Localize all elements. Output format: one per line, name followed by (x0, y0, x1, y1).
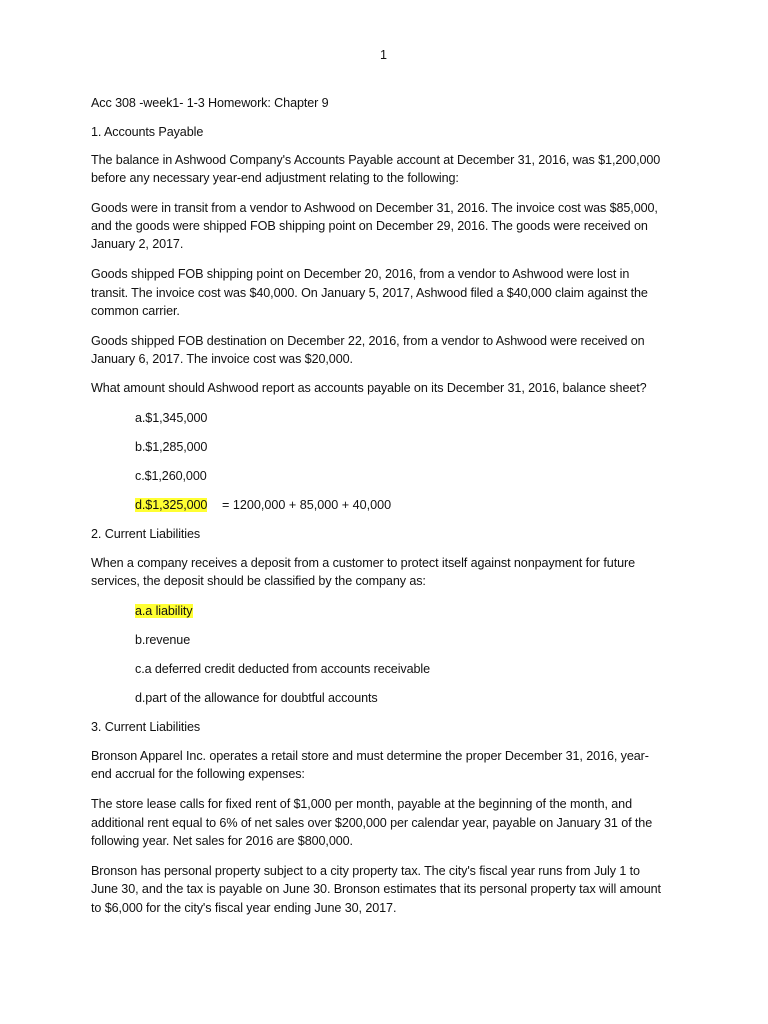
page-number: 1 (380, 48, 388, 62)
q3-p2-line2: additional rent equal to 6% of net sales over $200,000 per calendar year, payable on January 31 of the (91, 816, 653, 830)
q1-p3-line1: Goods shipped FOB shipping point on December 20, 2016, from a vendor to Ashwood were lost in (91, 267, 630, 281)
q1-option-c: c.$1,260,000 (135, 469, 207, 483)
q2-p1-line1: When a company receives a deposit from a customer to protect itself against nonpayment for future (91, 556, 636, 570)
q1-p4-line1: Goods shipped FOB destination on December 22, 2016, from a vendor to Ashwood were received on (91, 334, 645, 348)
q1-option-d-highlighted-answer: d.$1,325,000 (135, 498, 208, 512)
q2-p1-line2: services, the deposit should be classified by the company as: (91, 574, 426, 588)
q1-p1-line2: before any necessary year-end adjustment relating to the following: (91, 171, 459, 185)
q1-p4-line2: January 6, 2017. The invoice cost was $20,000. (91, 352, 353, 366)
q2-option-a-highlighted-answer: a.a liability (135, 604, 193, 618)
q3-p2-line1: The store lease calls for fixed rent of $1,000 per month, payable at the beginning of the month, and (91, 797, 632, 811)
q3-p1-line2: end accrual for the following expenses: (91, 767, 305, 781)
document-title: Acc 308 -week1- 1-3 Homework: Chapter 9 (91, 96, 329, 110)
q1-p1-line1: The balance in Ashwood Company's Accounts Payable account at December 31, 2016, was $1,200,000 (91, 153, 661, 167)
q2-option-d: d.part of the allowance for doubtful accounts (135, 691, 378, 705)
q1-p3-line3: common carrier. (91, 304, 180, 318)
q1-option-b: b.$1,285,000 (135, 440, 208, 454)
q1-p2-line1: Goods were in transit from a vendor to Ashwood on December 31, 2016. The invoice cost was $85,000, (91, 201, 658, 215)
q1-p2-line3: January 2, 2017. (91, 237, 184, 251)
q1-option-d-row (135, 497, 207, 513)
q2-option-b: b.revenue (135, 633, 191, 647)
q3-p3-line2: June 30, and the tax is payable on June 30. Bronson estimates that its personal property tax will amount (91, 882, 661, 896)
q1-option-a: a.$1,345,000 (135, 411, 208, 425)
q1-p3-line2: transit. The invoice cost was $40,000. On January 5, 2017, Ashwood filed a $40,000 claim against the (91, 286, 648, 300)
q2-heading: 2. Current Liabilities (91, 527, 201, 541)
q2-option-a-row (135, 603, 193, 619)
q3-p3-line1: Bronson has personal property subject to a city property tax. The city's fiscal year runs from July 1 to (91, 864, 640, 878)
q3-p2-line3: following year. Net sales for 2016 are $800,000. (91, 834, 353, 848)
q1-p2-line2: and the goods were shipped FOB shipping point on December 29, 2016. The goods were received on (91, 219, 648, 233)
q1-calculation: = 1200,000 + 85,000 + 40,000 (222, 498, 392, 512)
q3-p1-line1: Bronson Apparel Inc. operates a retail store and must determine the proper December 31, 2016, year- (91, 749, 649, 763)
q1-heading: 1. Accounts Payable (91, 125, 204, 139)
q3-p3-line3: to $6,000 for the city's fiscal year ending June 30, 2017. (91, 901, 397, 915)
q3-heading: 3. Current Liabilities (91, 720, 201, 734)
q2-option-c: c.a deferred credit deducted from accounts receivable (135, 662, 431, 676)
q1-question: What amount should Ashwood report as accounts payable on its December 31, 2016, balance sheet? (91, 381, 647, 395)
